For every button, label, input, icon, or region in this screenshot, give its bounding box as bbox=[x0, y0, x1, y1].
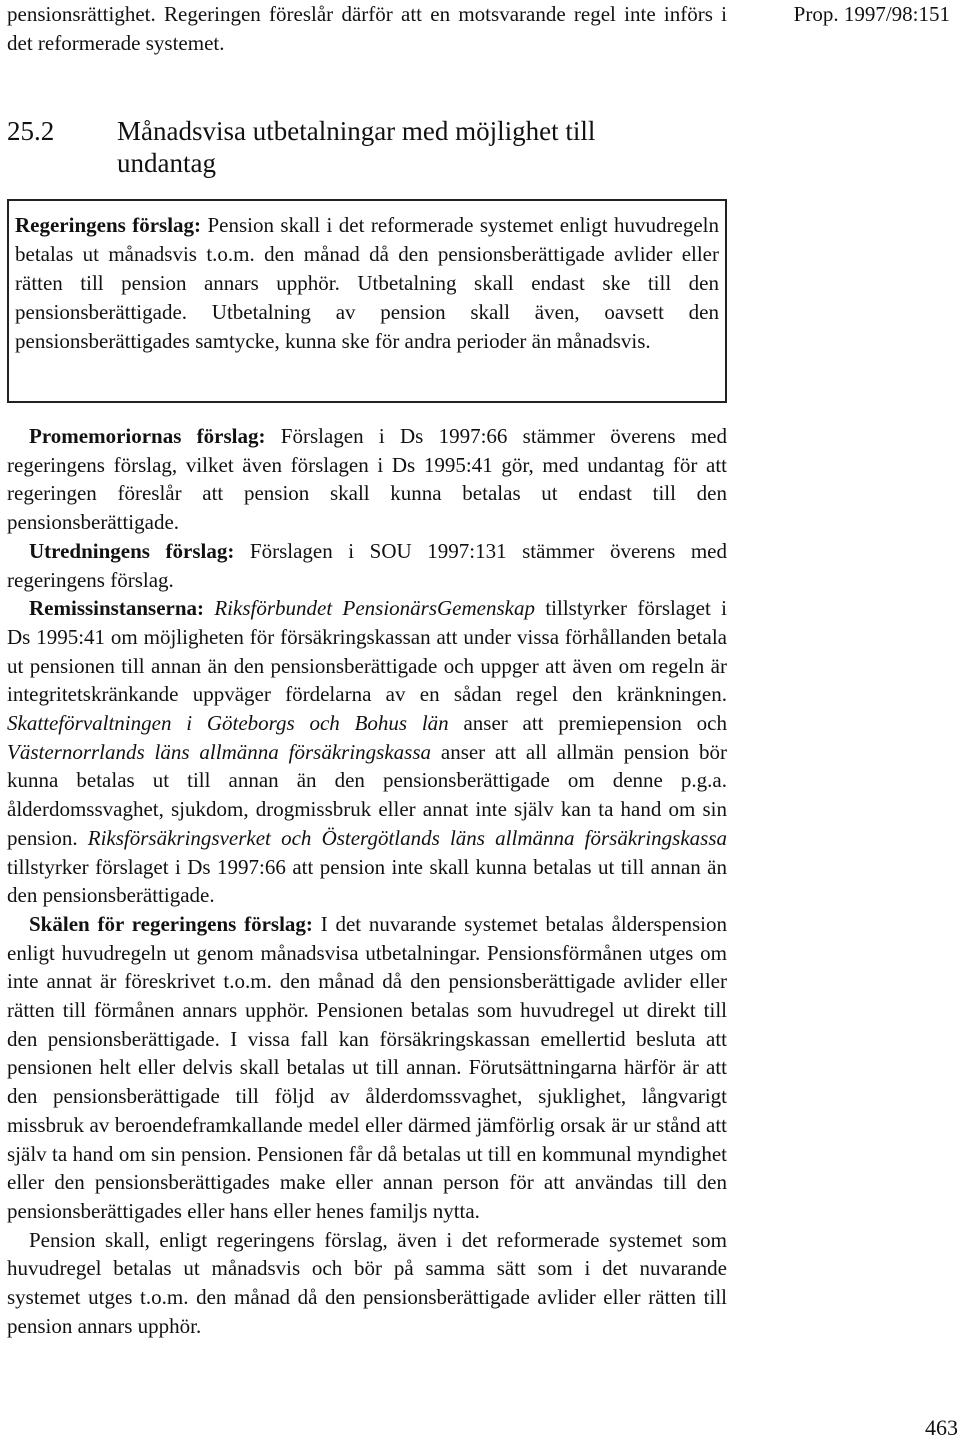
promemorior-paragraph bbox=[7, 422, 727, 537]
remiss-paragraph bbox=[7, 594, 727, 910]
section-number: 25.2 bbox=[7, 116, 55, 146]
section-title: Månadsvisa utbetalningar med möjlighet till undantag bbox=[117, 116, 596, 178]
promemorior-text: Förslagen i Ds 1997:66 stämmer överens med regeringens förslag, vilket även förslagen i Ds 1995:41 gör, med undantag för att regeringen föreslår att pension skall kunna betalas ut endast till den pensionsberättigade. bbox=[7, 424, 728, 535]
promemorior-label: Promemoriornas förslag: bbox=[29, 424, 266, 448]
body-text bbox=[7, 422, 727, 1341]
utredningen-paragraph bbox=[7, 537, 727, 594]
section-heading bbox=[7, 115, 727, 179]
final-text: Pension skall, enligt regeringens förslag, även i det reformerade systemet som huvudregel betalas ut månadsvis och bör på samma sätt som i det nuvarande systemet utges t.o.m. den månad då den pensionsberättigade avlider eller rätten till pension annars upphör. bbox=[7, 1227, 727, 1338]
remiss-text-2: anser att premiepension och bbox=[448, 711, 728, 736]
remiss-text-1: tillstyrker förslaget i Ds 1995:41 om möjligheten för försäkringskassan att under vissa förhållanden betala ut pensionen till annan än den pensionsberättigade och uppger att även om regeln är integritetskränkande uppväger fördelarna av en sådan regel den kränkningen. bbox=[7, 596, 727, 707]
remiss-org-4: Riksförsäkringsverket och Östergötlands läns allmänna försäkringskassa bbox=[87, 825, 728, 850]
page-number: 463 bbox=[925, 1415, 958, 1440]
remiss-org-3: Västernorrlands läns allmänna försäkringskassa bbox=[7, 739, 431, 764]
proposal-label: Regeringens förslag: bbox=[15, 213, 202, 237]
remiss-org-2: Skatteförvaltningen i Göteborgs och Bohus län bbox=[7, 711, 449, 736]
remiss-text-4: tillstyrker förslaget i Ds 1997:66 att pension inte skall kunna betalas ut till annan än den pensionsberättigade. bbox=[7, 854, 727, 908]
proposal-body: Pension skall i det reformerade systemet enligt huvudregeln betalas ut månadsvis t.o.m. den månad då den pensionsberättigade avlider eller rätten till pension annars upphör. Utbetalning skall endast ske till den pensionsberättigade. Utbetalning av pension skall även, oavsett den pensionsberättigades samtycke, kunna ske för andra perioder än månadsvis. bbox=[15, 213, 719, 353]
government-proposal-box bbox=[7, 199, 727, 403]
remiss-label: Remissinstanserna: bbox=[29, 596, 205, 621]
remiss-text-3: anser att all allmän pension bör kunna betalas ut till annan än den pensionsberättigade om denne p.g.a. ålderdomssvaghet, sjukdom, drogmissbruk eller annat inte själv kan ta hand om sin pension. bbox=[7, 739, 727, 850]
skalen-paragraph bbox=[7, 910, 727, 1226]
intro-paragraph bbox=[7, 0, 727, 57]
intro-text: pensionsrättighet. Regeringen föreslår därför att en motsvarande regel inte införs i det reformerade systemet. bbox=[7, 2, 727, 55]
utredningen-text: Förslagen i SOU 1997:131 stämmer överens med regeringens förslag. bbox=[7, 538, 727, 592]
final-paragraph bbox=[7, 1226, 727, 1341]
utredningen-label: Utredningens förslag: bbox=[29, 538, 235, 563]
skalen-label: Skälen för regeringens förslag: bbox=[29, 911, 313, 936]
proposition-reference: Prop. 1997/98:151 bbox=[793, 2, 950, 26]
skalen-text: I det nuvarande systemet betalas ålderspension enligt huvudregeln ut genom månadsvisa utbetalningar. Pensionsförmånen utges om inte annat är föreskrivet t.o.m. den månad då den pensionsberättigade avlider eller rätten till förmånen annars upphör. Pensionen betalas som huvudregel ut direkt till den pensionsberättigade. I vissa fall kan försäkringskassan emellertid besluta att pensionen helt eller delvis skall betalas ut till annan. Förutsättningarna härför är att den pensionsberättigade till följd av ålderdomssvaghet, sjuklighet, långvarigt missbruk av beroendeframkallande medel eller därmed jämförlig orsak är ur stånd att själv ta hand om sin pension. Pensionen får då betalas ut till en kommunal myndighet eller den pensionsberättigades make eller annan person för att användas till den pensionsberättigades eller hans eller henes familjs nytta. bbox=[7, 911, 728, 1223]
remiss-org-1: Riksförbundet PensionärsGemenskap bbox=[214, 596, 535, 621]
proposal-text bbox=[15, 211, 719, 356]
